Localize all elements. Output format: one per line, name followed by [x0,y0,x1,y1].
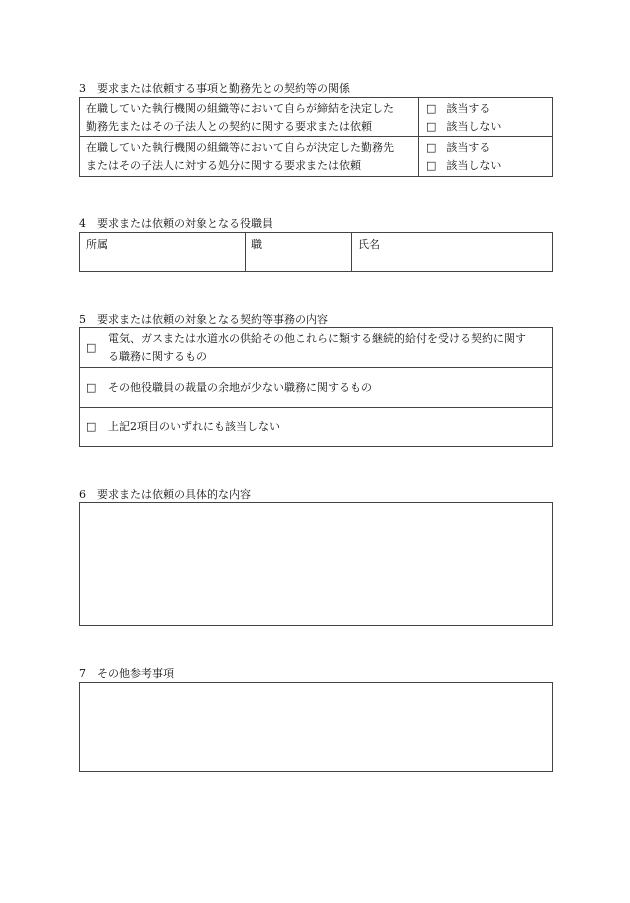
section-4-table [79,232,553,272]
section-5-table [79,327,553,447]
row-text-line1: 在職していた執行機関の組織等において自らが決定した勤務先 [86,141,394,154]
option-label: 該当する [446,102,491,115]
section-3-table [79,97,553,177]
checkbox-icon[interactable]: □ [86,420,97,433]
column-divider [245,233,246,271]
item-text-line1: 電気、ガスまたは水道水の供給その他これらに類する継続的給付を受ける契約に関す [108,332,526,345]
checkbox-icon[interactable]: □ [426,120,437,133]
item-text-line2: る職務に関するもの [108,350,207,363]
details-textarea[interactable] [79,502,553,626]
list-item[interactable] [80,368,552,408]
item-text: その他役職員の裁量の余地が少ない職務に関するもの [108,381,372,394]
item-text: 上記2項目のいずれにも該当しない [108,420,280,433]
option-label: 該当しない [446,159,502,172]
section-3-title: 3 要求または依頼する事項と勤務先との契約等の関係 [79,82,350,95]
other-notes-textarea[interactable] [79,682,553,772]
applicable-option[interactable] [426,138,490,157]
affiliation-field[interactable]: 所属 [86,238,108,251]
table-row [80,137,552,176]
list-item[interactable] [80,408,552,446]
table-row [80,98,552,137]
column-divider [351,233,352,271]
checkbox-icon[interactable]: □ [426,102,437,115]
checkbox-icon[interactable]: □ [426,141,437,154]
row-text-line2: 勤務先またはその子法人との契約に関する要求または依頼 [86,120,372,133]
section-4-title: 4 要求または依頼の対象となる役職員 [79,217,273,230]
position-field[interactable]: 職 [251,238,262,251]
section-7-title: 7 その他参考事項 [79,667,174,680]
not-applicable-option[interactable] [426,156,501,175]
section-5-title: 5 要求または依頼の対象となる契約等事務の内容 [79,313,328,326]
section-6-title: 6 要求または依頼の具体的な内容 [79,488,251,501]
not-applicable-option[interactable] [426,117,501,136]
list-item[interactable] [80,328,552,368]
checkbox-icon[interactable]: □ [426,159,437,172]
option-label: 該当しない [446,120,502,133]
checkbox-icon[interactable]: □ [86,341,97,354]
name-field[interactable]: 氏名 [358,238,380,251]
applicable-option[interactable] [426,99,490,118]
checkbox-icon[interactable]: □ [86,381,97,394]
option-label: 該当する [446,141,491,154]
row-text-line1: 在職していた執行機関の組織等において自らが締結を決定した [86,102,394,115]
row-text-line2: またはその子法人に対する処分に関する要求または依頼 [86,159,361,172]
